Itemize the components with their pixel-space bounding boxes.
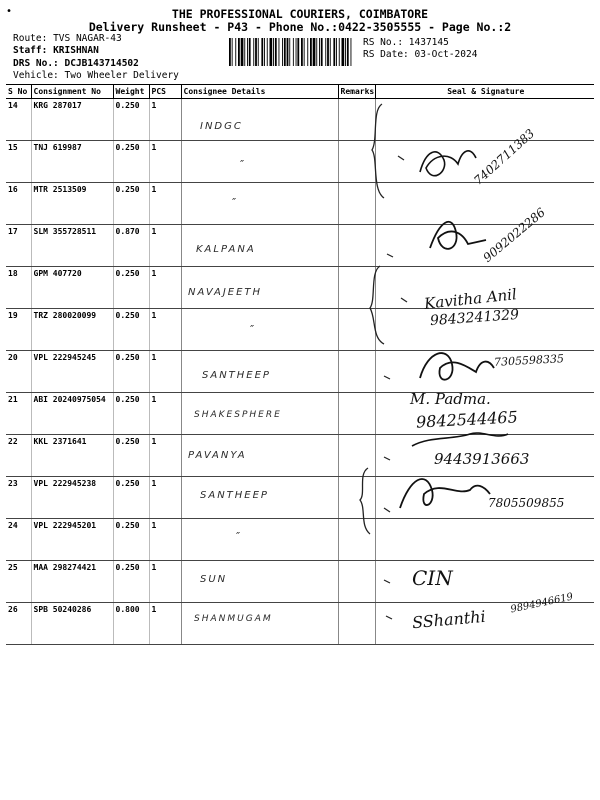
handwritten-consignee: ″ [236, 530, 243, 543]
row-remarks [338, 183, 375, 225]
row-remarks [338, 99, 375, 141]
barcode [229, 38, 354, 66]
row-consignment-no: KKL 2371641 [31, 435, 113, 477]
row-seal-signature [375, 477, 594, 519]
row-sno: 22 [6, 435, 31, 477]
barcode-bar [321, 38, 323, 66]
barcode-bar [345, 38, 346, 66]
row-pcs: 1 [149, 99, 181, 141]
handwritten-consignee: NAVAJEETH [188, 287, 263, 298]
handwritten-consignee: SANTHEEP [200, 490, 269, 501]
row-weight: 0.250 [113, 267, 149, 309]
row-consignment-no: ABI 20240975054 [31, 393, 113, 435]
row-seal-signature [375, 99, 594, 141]
row-pcs: 1 [149, 309, 181, 351]
barcode-bar [253, 38, 254, 66]
barcode-bar [279, 38, 280, 66]
row-sno: 23 [6, 477, 31, 519]
row-pcs: 1 [149, 393, 181, 435]
row-consignment-no: KRG 287017 [31, 99, 113, 141]
row-consignee [181, 141, 338, 183]
signature-phone-7: 7805509855 [488, 496, 565, 510]
row-pcs: 1 [149, 561, 181, 603]
handwritten-consignee: SANTHEEP [202, 370, 271, 381]
table-row [6, 309, 594, 351]
table-row [6, 267, 594, 309]
rs-date-value: 03-Oct-2024 [414, 49, 478, 60]
row-weight: 0.250 [113, 309, 149, 351]
row-seal-signature [375, 141, 594, 183]
row-consignment-no: GPM 407720 [31, 267, 113, 309]
route-line [13, 33, 122, 44]
rs-date-label: RS Date: [363, 49, 409, 60]
barcode-bar [289, 38, 290, 66]
row-consignment-no: TRZ 280020099 [31, 309, 113, 351]
staff-value: KRISHNAN [53, 45, 99, 56]
barcode-bar [273, 38, 274, 66]
col-header-consignee: Consignee Details [181, 85, 338, 99]
col-header-pcs: PCS [149, 85, 181, 99]
row-sno: 19 [6, 309, 31, 351]
vehicle-line [13, 70, 179, 81]
barcode-bar [351, 38, 352, 66]
row-weight: 0.250 [113, 141, 149, 183]
barcode-bar [313, 38, 316, 66]
barcode-bar [270, 38, 273, 66]
barcode-bar [296, 38, 297, 66]
rs-no-line [363, 37, 449, 48]
table-row [6, 183, 594, 225]
row-sno: 26 [6, 603, 31, 645]
row-remarks [338, 435, 375, 477]
row-pcs: 1 [149, 435, 181, 477]
row-seal-signature [375, 306, 594, 351]
row-sno: 14 [6, 99, 31, 141]
row-consignment-no: VPL 222945201 [31, 519, 113, 561]
col-header-sno: S No [6, 85, 31, 99]
row-sno: 17 [6, 225, 31, 267]
row-sno: 15 [6, 141, 31, 183]
row-seal-signature [375, 225, 594, 267]
company-title: THE PROFESSIONAL COURIERS, COIMBATORE [171, 7, 429, 21]
barcode-bar [327, 38, 329, 66]
row-remarks [338, 477, 375, 519]
barcode-bar [282, 38, 283, 66]
row-sno: 21 [6, 393, 31, 435]
row-sno: 24 [6, 519, 31, 561]
signature-phone-3: 9843241329 [429, 306, 520, 330]
table-row [6, 393, 594, 435]
rs-no-value: 1437145 [408, 37, 449, 48]
vehicle-label: Vehicle: [13, 70, 59, 81]
row-seal-signature [375, 393, 594, 435]
runsheet-table [6, 84, 594, 645]
signature-name-5: M. Padma. [410, 390, 491, 408]
barcode-bar [249, 38, 251, 66]
route-label: Route: [13, 33, 48, 44]
row-pcs: 1 [149, 225, 181, 267]
signature-name-8: CIN [412, 566, 453, 590]
handwritten-consignee: ″ [240, 158, 247, 171]
barcode-bar [333, 38, 335, 66]
handwritten-consignee: ″ [250, 323, 257, 336]
row-seal-signature [375, 435, 594, 477]
barcode-bar [235, 38, 236, 66]
row-consignee [181, 99, 338, 141]
row-weight: 0.250 [113, 393, 149, 435]
table-row [6, 519, 594, 561]
row-consignment-no: MAA 298274421 [31, 561, 113, 603]
row-seal-signature [375, 603, 594, 645]
barcode-bar [258, 38, 259, 66]
row-weight: 0.250 [113, 477, 149, 519]
barcode-bar [261, 38, 263, 66]
table-row [6, 225, 594, 267]
barcode-bar [255, 38, 257, 66]
row-pcs: 1 [149, 183, 181, 225]
row-consignment-no: VPL 222945245 [31, 351, 113, 393]
row-pcs: 1 [149, 141, 181, 183]
row-remarks [338, 519, 375, 561]
table-row [6, 477, 594, 519]
runsheet-title: Delivery Runsheet - P43 - Phone No.:0422-3505555 - Page No.:2 [88, 20, 512, 34]
row-pcs: 1 [149, 603, 181, 645]
row-weight: 0.250 [113, 561, 149, 603]
staff-label: Staff: [13, 45, 48, 56]
barcode-bar [339, 38, 340, 66]
signature-name-9: SShanthi [411, 606, 487, 633]
row-consignee [181, 183, 338, 225]
barcode-bar [330, 38, 331, 66]
drs-value: DCJB143714502 [64, 58, 139, 69]
row-remarks [338, 309, 375, 351]
drs-label: DRS No.: [13, 58, 59, 69]
row-consignee [181, 309, 338, 351]
signature-phone-4: 7305598335 [493, 352, 565, 369]
row-weight: 0.250 [113, 519, 149, 561]
table-body [6, 99, 594, 645]
route-value: TVS NAGAR-43 [53, 33, 122, 44]
row-pcs: 1 [149, 519, 181, 561]
signature-phone-1: 7402711383 [471, 126, 538, 188]
vehicle-value: Two Wheeler Delivery [64, 70, 179, 81]
barcode-bar [319, 38, 320, 66]
barcode-bar [267, 38, 268, 66]
signature-phone-2: 9092022286 [480, 205, 548, 265]
col-header-seal: Seal & Signature [375, 85, 594, 99]
row-consignment-no: SLM 355728511 [31, 225, 113, 267]
row-pcs: 1 [149, 267, 181, 309]
table-row [6, 351, 594, 393]
handwritten-consignee: ″ [232, 196, 239, 209]
table-header-row [6, 85, 594, 99]
col-header-remarks: Remarks [338, 85, 375, 99]
row-consignment-no: TNJ 619987 [31, 141, 113, 183]
row-remarks [338, 141, 375, 183]
barcode-bar [229, 38, 231, 66]
row-remarks [338, 225, 375, 267]
table-row [6, 435, 594, 477]
barcode-bar [238, 38, 240, 66]
barcode-bar [304, 38, 305, 66]
row-seal-signature [375, 267, 594, 309]
barcode-bar [336, 38, 337, 66]
row-sno: 16 [6, 183, 31, 225]
row-weight: 0.250 [113, 183, 149, 225]
row-consignment-no: SPB 50240286 [31, 603, 113, 645]
row-sno: 18 [6, 267, 31, 309]
barcode-bar [287, 38, 289, 66]
barcode-bar [264, 38, 265, 66]
signature-phone-5: 9842544465 [415, 407, 519, 432]
col-header-weight: Weight [113, 85, 149, 99]
barcode-bar [347, 38, 349, 66]
row-seal-signature [375, 351, 594, 393]
barcode-bar [342, 38, 345, 66]
signature-phone-6: 9443913663 [434, 450, 530, 468]
drs-line [13, 58, 139, 69]
signature-phone-9: 9894946619 [509, 591, 575, 616]
row-remarks [338, 603, 375, 645]
barcode-bar [284, 38, 286, 66]
row-weight: 0.250 [113, 351, 149, 393]
rs-date-line [363, 49, 477, 60]
barcode-bar [275, 38, 277, 66]
row-remarks [338, 351, 375, 393]
runsheet-table-wrap [6, 84, 594, 645]
row-consignment-no: MTR 2513509 [31, 183, 113, 225]
row-pcs: 1 [149, 351, 181, 393]
row-remarks [338, 393, 375, 435]
row-weight: 0.250 [113, 99, 149, 141]
row-pcs: 1 [149, 477, 181, 519]
barcode-bar [307, 38, 308, 66]
row-remarks [338, 561, 375, 603]
row-weight: 0.870 [113, 225, 149, 267]
row-seal-signature [375, 519, 594, 561]
handwritten-consignee: SHAKESPHERE [194, 410, 282, 420]
row-consignee [181, 519, 338, 561]
row-consignment-no: VPL 222945238 [31, 477, 113, 519]
barcode-bar [297, 38, 299, 66]
row-remarks [338, 267, 375, 309]
handwritten-consignee: KALPANA [196, 244, 256, 255]
signature-name-3: Kavitha Anil [423, 285, 518, 313]
col-header-consignment: Consignment No [31, 85, 113, 99]
barcode-bar [241, 38, 244, 66]
handwritten-consignee: SHANMUGAM [194, 614, 273, 624]
row-sno: 25 [6, 561, 31, 603]
handwritten-consignee: INDGC [200, 121, 243, 132]
row-weight: 0.800 [113, 603, 149, 645]
row-weight: 0.250 [113, 435, 149, 477]
barcode-bar [293, 38, 294, 66]
table-row [6, 561, 594, 603]
barcode-bar [325, 38, 326, 66]
barcode-bar [301, 38, 303, 66]
barcode-bar [316, 38, 317, 66]
handwritten-consignee: PAVANYA [188, 450, 247, 461]
corner-mark: • [6, 6, 13, 17]
barcode-bar [310, 38, 312, 66]
table-row [6, 141, 594, 183]
handwritten-consignee: SUN [200, 574, 228, 585]
staff-line [13, 45, 99, 56]
barcode-bar [232, 38, 233, 66]
rs-no-label: RS No.: [363, 37, 404, 48]
table-row [6, 99, 594, 141]
row-seal-signature [375, 183, 594, 225]
table-row [6, 603, 594, 645]
barcode-bar [244, 38, 245, 66]
row-sno: 20 [6, 351, 31, 393]
barcode-bar [247, 38, 248, 66]
row-seal-signature [375, 561, 594, 603]
